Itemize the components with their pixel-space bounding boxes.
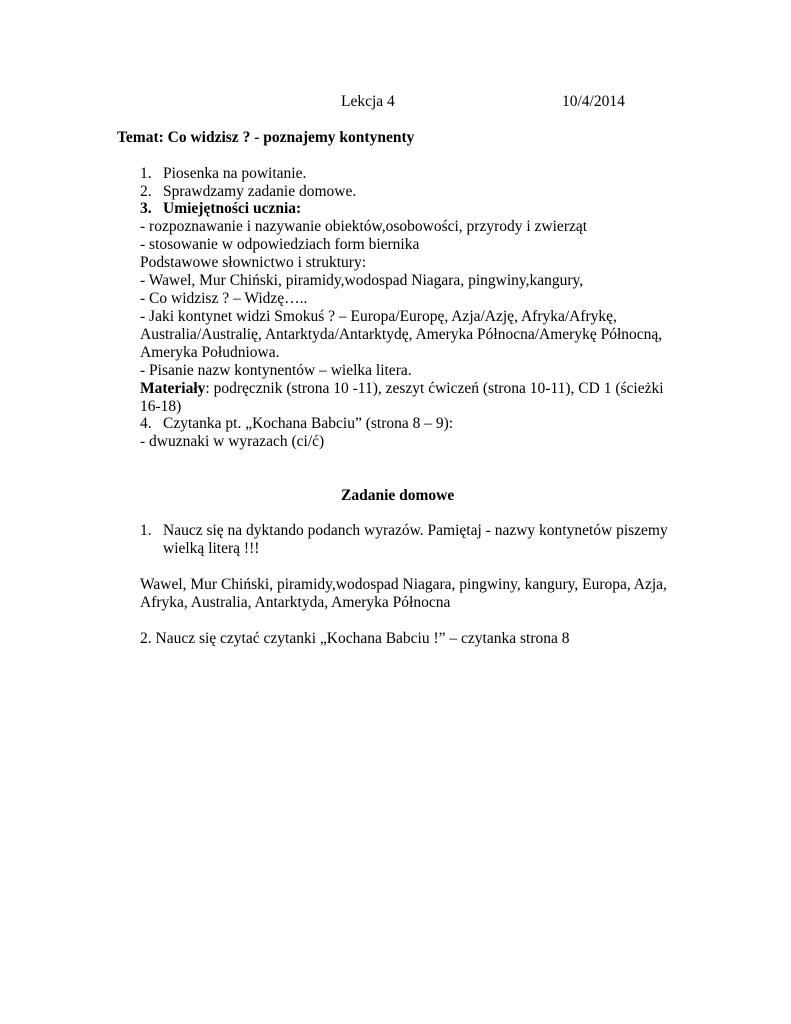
skill-line-2: - stosowanie w odpowiedziach form biernika — [140, 236, 420, 253]
lesson-number: Lekcja 4 — [341, 93, 395, 110]
homework-heading: Zadanie domowe — [341, 487, 455, 504]
homework-task-2: 2. Naucz się czytać czytanki „Kochana Babciu !” – czytanka strona 8 — [140, 630, 570, 647]
plan-item-2-text: Sprawdzamy zadanie domowe. — [163, 183, 357, 200]
plan-item-4-number: 4. — [140, 415, 152, 432]
vocab-heading: Podstawowe słownictwo i struktury: — [140, 254, 367, 271]
plan-item-2-number: 2. — [140, 183, 152, 200]
vocab-line-3a: - Jaki kontynet widzi Smokuś ? – Europa/Europę, Azja/Azję, Afryka/Afrykę, — [140, 308, 617, 325]
vocab-line-3b: Australia/Australię, Antarktyda/Antarktydę, Ameryka Północna/Amerykę Północną, — [140, 326, 663, 343]
homework-task-1-line-1 — [140, 522, 668, 540]
plan-item-3 — [140, 200, 301, 218]
topic-heading: Temat: Co widzisz ? - poznajemy kontynenty — [117, 129, 415, 146]
plan-item-1-number: 1. — [140, 165, 152, 182]
homework-task-1-line-2: wielką literą !!! — [163, 540, 260, 557]
skill-line-1: - rozpoznawanie i nazywanie obiektów,osobowości, przyrody i zwierząt — [140, 218, 588, 235]
word-list-line-1: Wawel, Mur Chiński, piramidy,wodospad Niagara, pingwiny, kangury, Europa, Azja, — [140, 576, 667, 593]
materials-label: Materiały — [140, 380, 206, 397]
plan-item-1 — [140, 165, 306, 183]
homework-task-1-number: 1. — [140, 522, 152, 539]
homework-task-1-text: Naucz się na dyktando podanch wyrazów. Pamiętaj - nazwy kontynetów piszemy — [163, 522, 668, 539]
vocab-line-1: - Wawel, Mur Chiński, piramidy,wodospad Niagara, pingwiny,kangury, — [140, 272, 584, 289]
lesson-date: 10/4/2014 — [562, 93, 625, 110]
vocab-line-3c: Ameryka Południowa. — [140, 344, 280, 361]
reading-note: - dwuznaki w wyrazach (ci/ć) — [140, 433, 325, 450]
plan-item-4-text: Czytanka pt. „Kochana Babciu” (strona 8 – 9): — [163, 415, 454, 432]
plan-item-4 — [140, 415, 453, 433]
word-list-line-2: Afryka, Australia, Antarktyda, Ameryka Północna — [140, 594, 451, 611]
vocab-line-4: - Pisanie nazw kontynentów – wielka litera. — [140, 362, 412, 379]
materials-line-1 — [140, 380, 664, 398]
plan-item-1-text: Piosenka na powitanie. — [163, 165, 307, 182]
plan-item-2 — [140, 183, 356, 201]
plan-item-3-text: Umiejętności ucznia: — [163, 200, 302, 217]
vocab-line-2: - Co widzisz ? – Widzę….. — [140, 290, 308, 307]
plan-item-3-number: 3. — [140, 200, 152, 217]
materials-line-2: 16-18) — [140, 398, 182, 415]
materials-text: : podręcznik (strona 10 -11), zeszyt ćwiczeń (strona 10-11), CD 1 (ścieżki — [205, 380, 664, 397]
